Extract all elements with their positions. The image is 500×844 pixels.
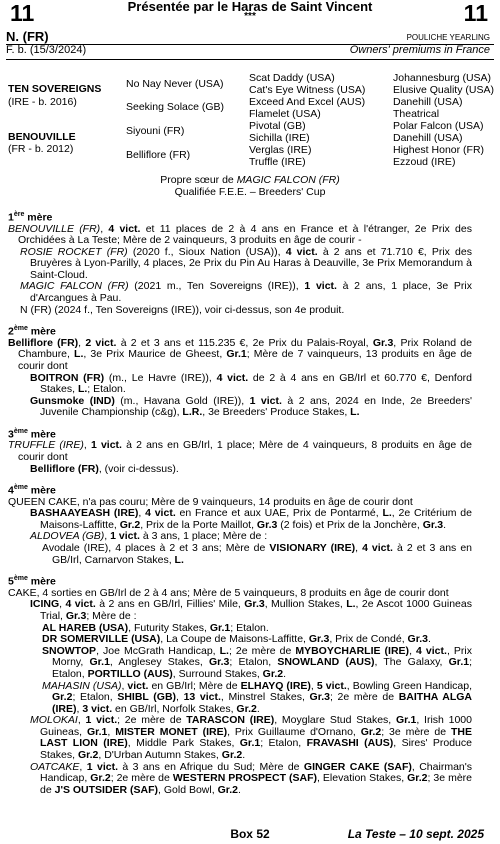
s2-produce-2: Gunsmoke (IND) (m., Havana Gold (IRE)), 1 vict. à 2 ans, 2024 en Inde, 2e Breeders' Juvenile Championship (c&g), L.R., 3e Breeders' Produce Stakes, L. <box>30 394 472 419</box>
s2-produce-1: BOITRON (FR) (m., Le Havre (IRE)), 4 vict. de 2 à 4 ans en GB/Irl et 60.770 €, Denford Stakes, L.; Etalon. <box>30 371 472 396</box>
lot-number-right: 11 <box>463 0 488 26</box>
sire-name: TEN SOVEREIGNS <box>8 83 102 95</box>
pedigree-gen4-8: Ezzoud (IRE) <box>393 156 456 168</box>
pedigree-top-divider <box>6 59 494 60</box>
footer-box-number: Box 52 <box>230 827 270 841</box>
pedigree-gen4-2: Elusive Quality (USA) <box>393 84 494 96</box>
pedigree-note-1 <box>0 174 500 186</box>
s5-grand-3: SNOWTOP, Joe McGrath Handicap, L.; 2e mère de MYBOYCHARLIE (IRE), 4 vict., Prix Morny, Gr.1, Anglesey Stakes, Gr.3; Etalon, SNOWLAND (AUS), The Galaxy, Gr.1; Etalon, PORTILLO (AUS), Surround Stakes, Gr.2. <box>42 644 472 680</box>
pedigree-gen3-8: Truffle (IRE) <box>249 156 306 168</box>
owners-premiums: Owners' premiums in France <box>349 44 490 56</box>
section-4-title: 4ème mère <box>8 484 56 497</box>
sale-section: POULICHE YEARLING <box>406 33 490 42</box>
s5-produce-1: ICING, 4 vict. à 2 ans en GB/Irl, Fillies' Mile, Gr.3, Mullion Stakes, L., 2e Ascot 1000 Guineas Trial, Gr.3; Mère de : <box>30 598 472 622</box>
dam-info: (FR - b. 2012) <box>8 143 74 155</box>
section-5-title: 5ème mère <box>8 575 56 588</box>
footer-event: La Teste – 10 sept. 2025 <box>347 827 484 841</box>
lot-number-left: 11 <box>10 0 35 26</box>
s4-produce-2: ALDOVEA (GB), 1 vict. à 3 ans, 1 place; Mère de : <box>30 530 268 543</box>
horse-name: N. (FR) <box>6 29 49 44</box>
s2-dam-paragraph: Belliflore (FR), 2 vict. à 2 et 3 ans et 115.235 €, 2e Prix du Palais-Royal, Gr.3, Prix Roland de Chambure, L., 3e Prix Maurice de Gheest, Gr.1; Mère de 7 vainqueurs, 13 produits en âge de courir dont <box>8 336 473 372</box>
pedigree-note-2: Qualifiée F.E.E. – Breeders' Cup <box>174 186 326 198</box>
section-1-title: 1ère mère <box>8 211 53 224</box>
s5-grand-4: MAHASIN (USA), vict. en GB/Irl; Mère de ELHAYQ (IRE), 5 vict., Bowling Green Handicap, Gr.2; Etalon, SHIBL (GB), 13 vict., Minstrel Stakes, Gr.3; 2e mère de BAITHA ALGA (IRE), 3 vict. en GB/Irl, Norfolk Stakes, Gr.2. <box>42 679 472 715</box>
dam-name: BENOUVILLE <box>8 131 76 143</box>
s1-produce-2: MAGIC FALCON (FR) (2021 m., Ten Sovereigns (IRE)), 1 vict. à 2 ans, 1 place, 3e Prix d'Arcangues à Pau. <box>20 280 472 305</box>
pedigree-gen2-3: Siyouni (FR) <box>126 125 185 137</box>
s1-produce-3: N (FR) (2024 f., Ten Sovereigns (IRE)), voir ci-dessus, son 4e produit. <box>20 303 345 316</box>
pedigree-gen3-4: Flamelet (USA) <box>249 108 321 120</box>
s5-produce-3: OATCAKE, 1 vict. à 3 ans en Afrique du Sud; Mère de GINGER CAKE (SAF), Chairman's Handicap, Gr.2; 2e mère de WESTERN PROSPECT (SAF), Elevation Stakes, Gr.2; 3e mère de J'S OUTSIDER (SAF), Gold Bowl, Gr.2. <box>30 760 473 796</box>
pedigree-gen3-5: Pivotal (GB) <box>249 120 306 132</box>
s4-produce-1: BASHAAYEASH (IRE), 4 vict. en France et aux UAE, Prix de Pontarmé, L., 2e Critérium de Maisons-Laffitte, Gr.2, Prix de la Porte Maillot, Gr.3 (2 fois) et Prix de la Jonchère, Gr.3. <box>30 507 472 531</box>
produce-record <box>8 209 472 796</box>
pedigree-gen2-1: No Nay Never (USA) <box>126 78 224 90</box>
s5-dam-paragraph: CAKE, 4 sorties en GB/Irl de 2 à 4 ans; Mère de 5 vainqueurs, 8 produits en âge de courir dont <box>8 586 449 599</box>
s1-dam-paragraph: BENOUVILLE (FR), 4 vict. et 11 places de 2 à 4 ans en France et à l'étranger, 2e Prix des Orchidées à La Teste; Mère de 2 vainqueurs, 3 produits en âge de courir - <box>8 222 472 247</box>
pedigree-gen3-6: Sichilla (IRE) <box>249 132 310 144</box>
pedigree-gen2-4: Belliflore (FR) <box>126 149 191 161</box>
s5-grand-1: AL HAREB (USA), Futurity Stakes, Gr.1; Etalon. <box>42 621 269 634</box>
pedigree-gen3-1: Scat Daddy (USA) <box>249 72 335 84</box>
s5-produce-2: MOLOKAI, 1 vict.; 2e mère de TARASCON (IRE), Moyglare Stud Stakes, Gr.1, Irish 1000 Guineas, Gr.1, MISTER MONET (IRE), Prix Guillaume d'Ornano, Gr.2; 3e mère de THE LAST LION (IRE), Middle Park Stakes, Gr.1; Etalon, FRAVASHI (AUS), Sires' Produce Stakes, Gr.2, D'Urban Autumn Stakes, Gr.2. <box>30 714 472 762</box>
sire-info: (IRE - b. 2016) <box>8 96 77 108</box>
pedigree-gen4-7: Highest Honor (FR) <box>393 144 485 156</box>
s4-dam-paragraph: QUEEN CAKE, n'a pas couru; Mère de 9 vainqueurs, 14 produits en âge de courir dont <box>8 495 413 508</box>
pedigree-gen4-4: Theatrical <box>393 108 440 120</box>
s5-grand-2: DR SOMERVILLE (USA), La Coupe de Maisons-Laffitte, Gr.3, Prix de Condé, Gr.3. <box>42 633 431 646</box>
s1-produce-1: ROSIE ROCKET (FR) (2020 f., Sioux Nation (USA)), 4 vict. à 2 ans et 71.710 €, Prix des Bruyères à Lyon-Parilly, 4 places, 2e Prix du Pin Au Haras à Deauville, 3e Prix Memorandum à Saint-Cloud. <box>20 245 472 281</box>
pedigree-gen4-1: Johannesburg (USA) <box>393 72 492 84</box>
pedigree-gen3-3: Exceed And Excel (AUS) <box>249 96 366 108</box>
pedigree-gen3-2: Cat's Eye Witness (USA) <box>249 84 366 96</box>
s3-dam-paragraph: TRUFFLE (IRE), 1 vict. à 2 ans en GB/Irl, 1 place; Mère de 4 vainqueurs, 8 produits en âge de courir dont <box>8 439 472 463</box>
sex-color-dob: F. b. (15/3/2024) <box>6 44 87 56</box>
s4-produce-2-grand: Avodale (IRE), 4 places à 2 et 3 ans; Mère de VISIONARY (IRE), 4 vict. à 2 et 3 ans en GB/Irl, Carnarvon Stakes, L. <box>42 542 472 566</box>
pedigree-gen3-7: Verglas (IRE) <box>249 144 312 156</box>
s3-produce-1: Belliflore (FR), (voir ci-dessus). <box>30 462 179 475</box>
note-horse: MAGIC FALCON (FR) <box>236 174 340 186</box>
pedigree-gen4-6: Danehill (USA) <box>393 132 463 144</box>
section-2-title: 2ème mère <box>8 325 56 338</box>
pedigree-gen4-5: Polar Falcon (USA) <box>393 120 484 132</box>
section-3-title: 3ème mère <box>8 427 56 441</box>
pedigree-gen4-3: Danehill (USA) <box>393 96 463 108</box>
pedigree-gen2-2: Seeking Solace (GB) <box>126 101 225 113</box>
note-prefix: Propre sœur de <box>160 174 237 186</box>
stars: *** <box>244 11 256 22</box>
presenter-line: Présentée par le Haras de Saint Vincent <box>127 0 373 14</box>
